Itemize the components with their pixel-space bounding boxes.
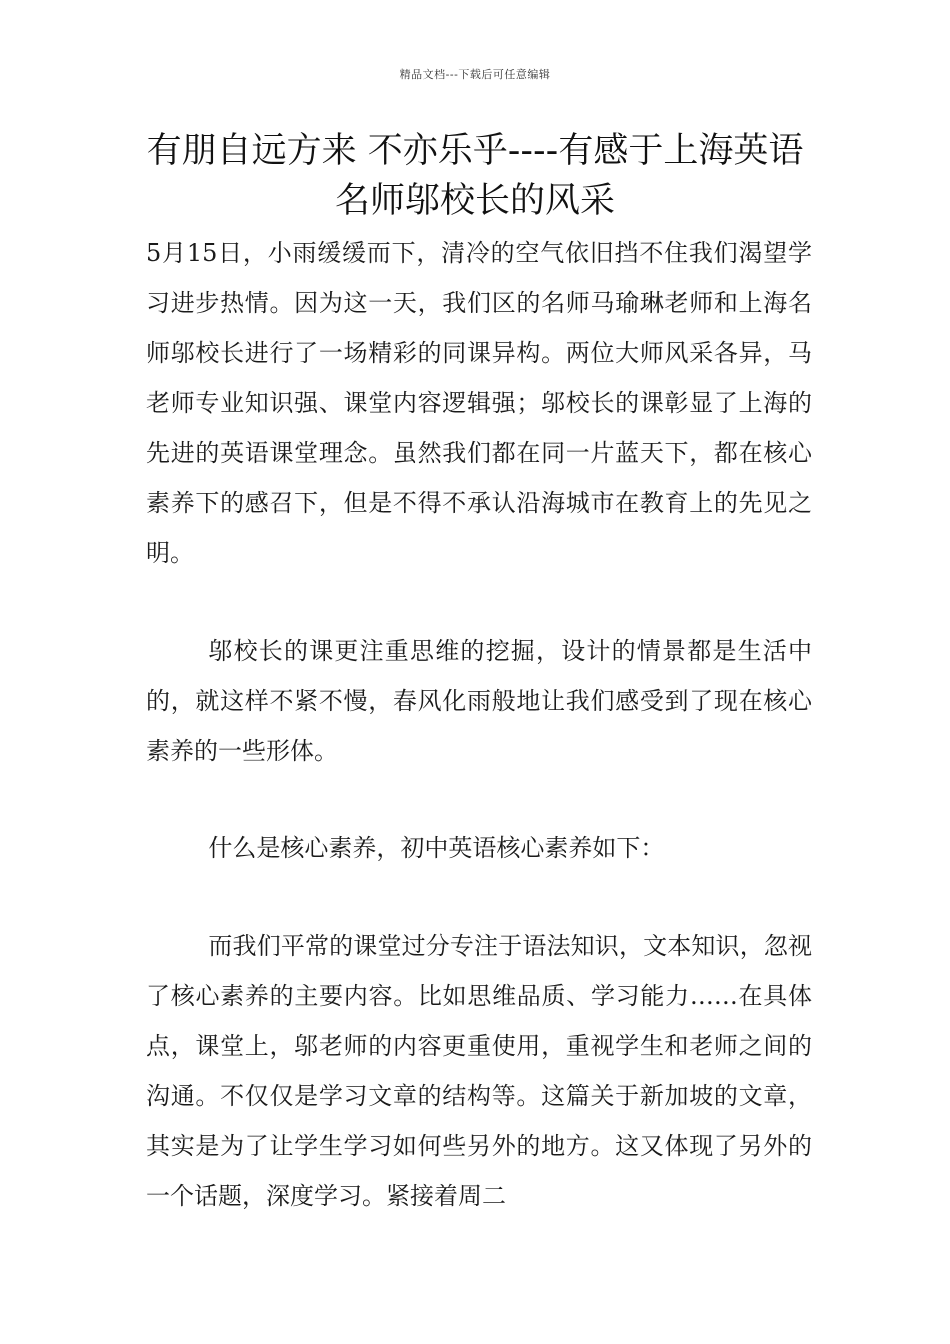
paragraph-2: 邬校长的课更注重思维的挖掘，设计的情景都是生活中的，就这样不紧不慢，春风化雨般地让我们感受到了现在核心素养的一些形体。	[146, 637, 812, 765]
paragraph-4: 而我们平常的课堂过分专注于语法知识，文本知识，忽视了核心素养的主要内容。比如思维品质、学习能力……在具体点，课堂上，邬老师的内容更重使用，重视学生和老师之间的沟通。不仅仅是学习文章的结构等。这篇关于新加坡的文章，其实是为了让学生学习如何些另外的地方。这又体现了另外的一个话题，深度学习。紧接着周二	[146, 932, 812, 1210]
header-note: 精品文档---下载后可任意编辑	[399, 68, 551, 81]
document-title: 有朋自远方来 不亦乐乎----有感于上海英语名师邬校长的风采	[146, 131, 804, 221]
document-body	[146, 228, 812, 1221]
paragraph-3: 什么是核心素养，初中英语核心素养如下：	[208, 834, 665, 862]
paragraph-1: 5月15日，小雨缓缓而下，清冷的空气依旧挡不住我们渴望学习进步热情。因为这一天，我们区的名师马瑜琳老师和上海名师邬校长进行了一场精彩的同课异构。两位大师风采各异，马老师专业知识强、课堂内容逻辑强；邬校长的课彰显了上海的先进的英语课堂理念。虽然我们都在同一片蓝天下，都在核心素养下的感召下，但是不得不承认沿海城市在教育上的先见之明。	[146, 239, 812, 567]
